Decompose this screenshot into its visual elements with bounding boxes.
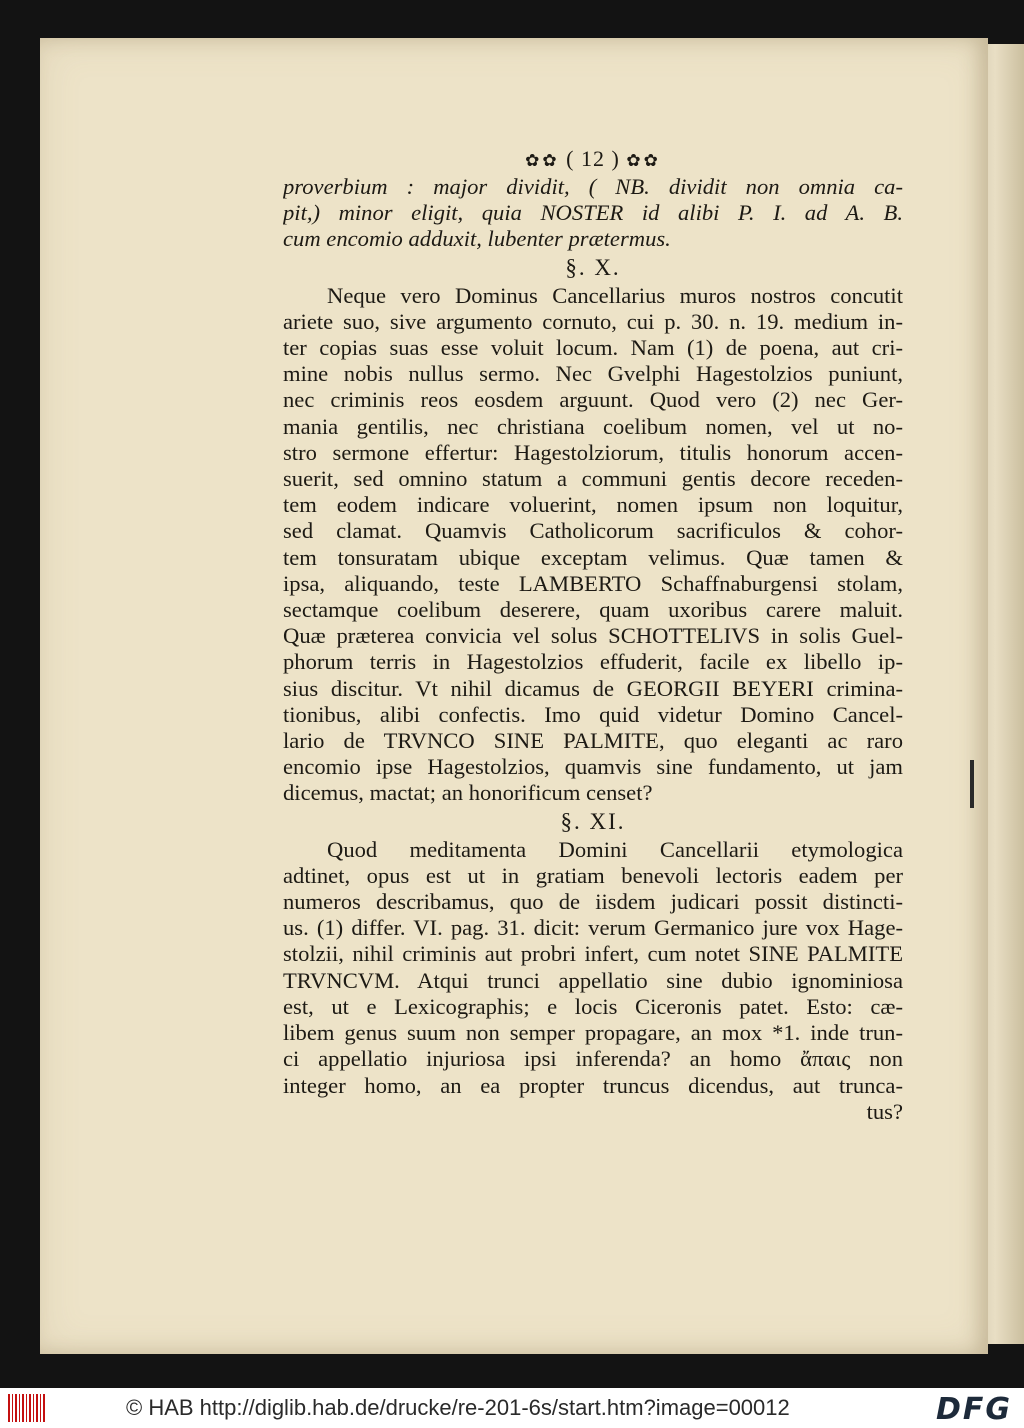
text-line: numeros describamus, quo de iisdem judicari possit distincti-: [283, 889, 903, 915]
text-line: Quæ præterea convicia vel solus SCHOTTELIVS in solis Guel-: [283, 623, 903, 649]
paragraph-section-xi: [283, 837, 903, 1125]
text-line: nec criminis reos eosdem arguunt. Quod vero (2) nec Ger-: [283, 387, 903, 413]
barcode-icon: [8, 1394, 46, 1422]
text-line: Neque vero Dominus Cancellarius muros nostros concutit: [327, 282, 903, 308]
text-line: stolzii, nihil criminis aut probri infert, cum notet SINE PALMITE: [283, 941, 903, 967]
text-line: ci appellatio injuriosa ipsi inferenda? an homo ἄπαις non: [283, 1046, 903, 1072]
text-line: est, ut e Lexicographis; e locis Ciceronis patet. Esto: cæ-: [283, 993, 903, 1019]
text-line: phorum terris in Hagestolzios effuderit, facile ex libello ip-: [283, 649, 903, 675]
section-heading-xi: §. XI.: [560, 808, 626, 834]
section-heading-x: §. X.: [565, 254, 621, 280]
text-line: Quod meditamenta Domini Cancellarii etymologica: [327, 836, 903, 862]
text-line: ariete suo, sive argumento cornuto, cui p. 30. n. 19. medium in-: [283, 308, 903, 334]
text-line: us. (1) differ. VI. pag. 31. dicit: verum Germanico jure vox Hage-: [283, 915, 903, 941]
text-line: tem eodem indicare voluerint, nomen ipsum non loquitur,: [283, 492, 903, 518]
text-line: stro sermone effertur: Hagestolziorum, titulis honorum accen-: [283, 439, 903, 465]
text-line: sed clamat. Quamvis Catholicorum sacrificulos & cohor-: [283, 518, 903, 544]
dfg-logo: DFG: [935, 1392, 1012, 1427]
text-line: pit,) minor eligit, quia NOSTER id alibi P. I. ad A. B.: [283, 200, 903, 226]
text-line: sius discitur. Vt nihil dicamus de GEORGII BEYERI crimina-: [283, 675, 903, 701]
text-line: ipsa, aliquando, teste LAMBERTO Schaffnaburgensi stolam,: [283, 570, 903, 596]
text-line: encomio ipse Hagestolzios, quamvis sine fundamento, ut jam: [283, 754, 903, 780]
text-line: tus?: [866, 1098, 903, 1124]
text-line: tem tonsuratam ubique exceptam velimus. Quæ tamen &: [283, 544, 903, 570]
ornament-right-icon: ✿✿: [626, 151, 661, 170]
page-number: ( 12 ): [566, 146, 620, 171]
text-line: adtinet, opus est ut in gratiam benevoli lectoris eadem per: [283, 862, 903, 888]
text-line: tionibus, alibi confectis. Imo quid videtur Domino Cancel-: [283, 701, 903, 727]
paragraph-section-x: [283, 283, 903, 807]
page-edge-mark: [970, 760, 974, 808]
text-line: sectamque coelibum deserere, quam uxoribus carere maluit.: [283, 597, 903, 623]
text-line: ter copias suas esse voluit locum. Nam (1) de poena, aut cri-: [283, 335, 903, 361]
text-line: proverbium : major dividit, ( NB. dividit non omnia ca-: [283, 174, 903, 199]
text-line: mania gentilis, nec christiana coelibum nomen, vel ut no-: [283, 413, 903, 439]
ornament-left-icon: ✿✿: [525, 151, 560, 170]
text-line: suerit, sed omnino statum a communi gentis decore receden-: [283, 466, 903, 492]
text-line: libem genus suum non semper propagare, an mox *1. inde trun-: [283, 1020, 903, 1046]
copyright-link[interactable]: © HAB http://diglib.hab.de/drucke/re-201-6s/start.htm?image=00012: [126, 1395, 790, 1420]
text-line: cum encomio adduxit, lubenter prætermus.: [283, 226, 671, 252]
viewer-footer: [0, 1388, 1024, 1428]
text-line: TRVNCVM. Atqui trunci appellatio sine dubio ignominiosa: [283, 967, 903, 993]
page-text: [283, 144, 903, 1125]
text-line: integer homo, an ea propter truncus dicendus, aut trunca-: [283, 1072, 903, 1098]
text-line: lario de TRVNCO SINE PALMITE, quo eleganti ac raro: [283, 728, 903, 754]
text-line: mine nobis nullus sermo. Nec Gvelphi Hagestolzios puniunt,: [283, 361, 903, 387]
paragraph-proverbium: [283, 174, 903, 253]
text-line: dicemus, mactat; an honorificum censet?: [283, 780, 653, 806]
running-header: [283, 144, 903, 174]
